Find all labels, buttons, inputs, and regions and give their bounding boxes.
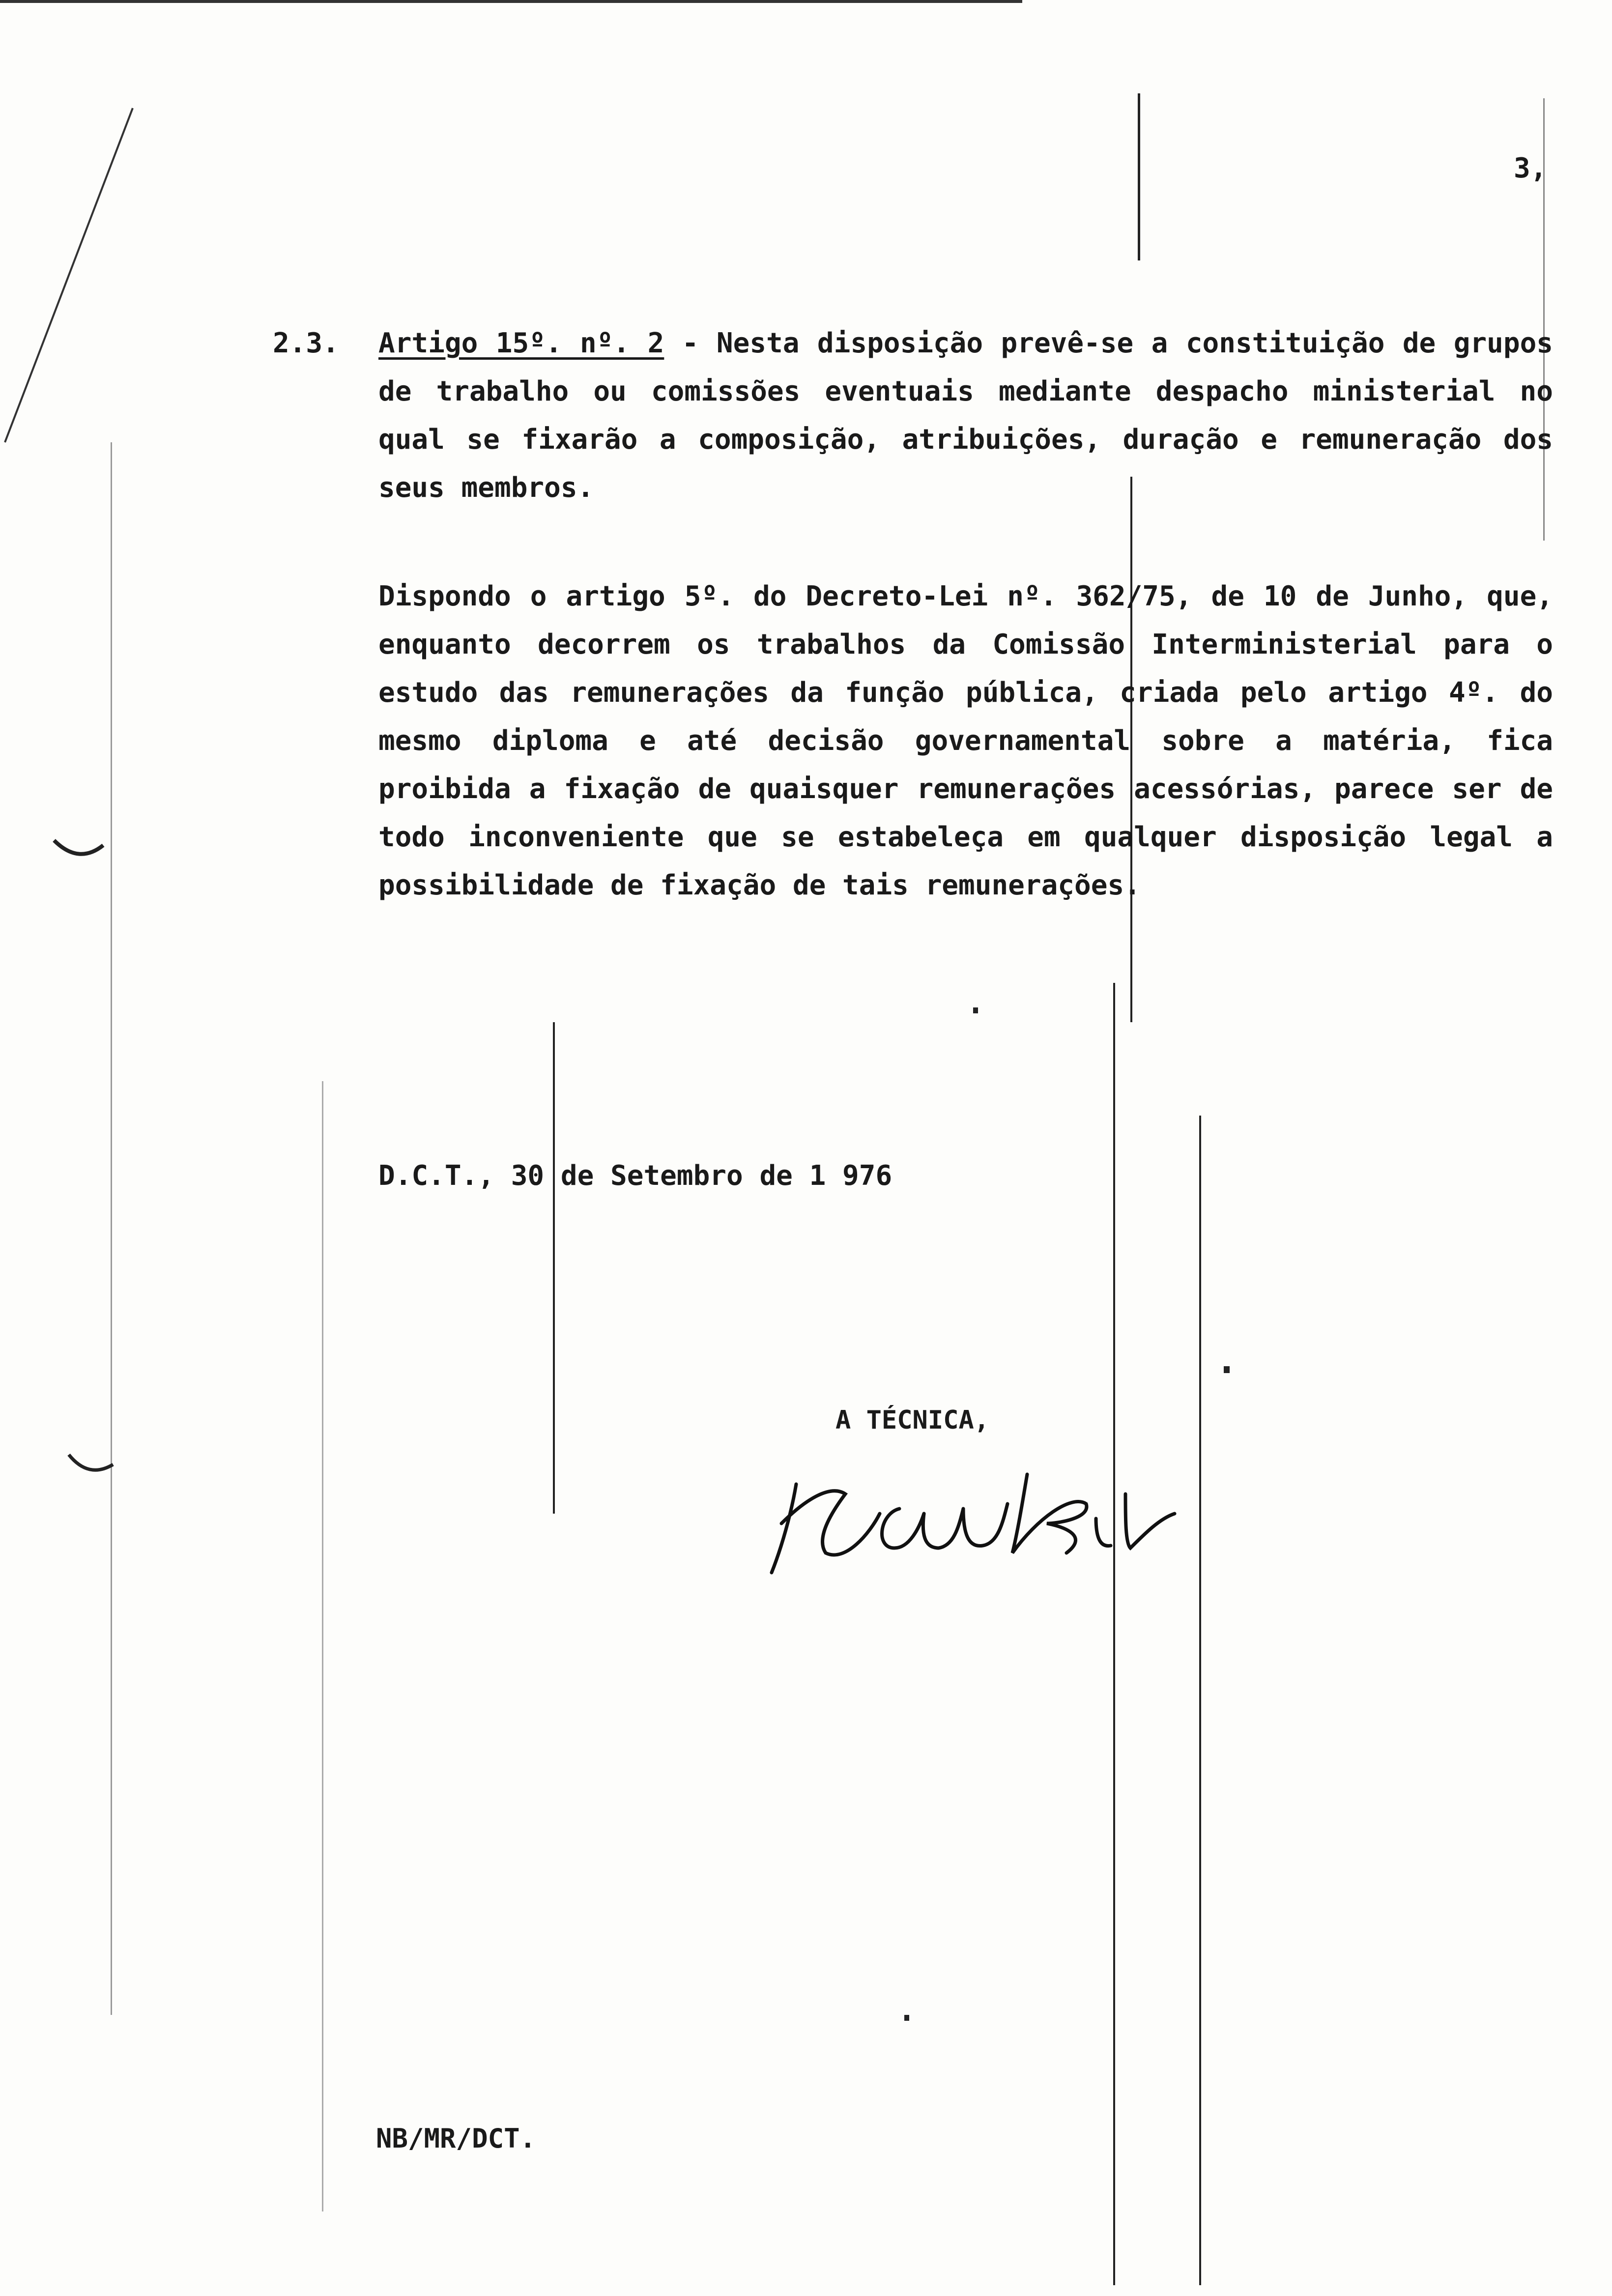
article-reference: Artigo 15º. nº. 2 <box>378 327 664 359</box>
signatory-role: A TÉCNICA, <box>835 1406 990 1435</box>
scan-streak <box>322 1081 323 2211</box>
reference-initials: NB/MR/DCT. <box>376 2123 536 2154</box>
scan-dot <box>1224 1366 1230 1373</box>
top-edge-rule <box>0 0 1022 3</box>
scan-dot <box>973 1007 978 1013</box>
scan-dot <box>904 2015 909 2021</box>
scan-edge-artifact <box>0 98 147 452</box>
scan-edge-artifact <box>49 826 118 885</box>
handwritten-signature <box>752 1455 1219 1582</box>
section-body <box>378 319 1553 512</box>
scan-streak <box>1199 1116 1201 2285</box>
scan-streak <box>111 442 112 2015</box>
scan-streak <box>1113 983 1115 2285</box>
scan-edge-artifact <box>64 1445 123 1499</box>
scan-streak <box>553 1022 555 1514</box>
section-text: - Nesta disposição prevê-se a constituição de grupos de trabalho ou comissões eventuais mediante despacho ministerial no qual se fixarão a composição, atribuições, duração e remuneração dos seus membros. <box>378 327 1553 504</box>
dateline: D.C.T., 30 de Setembro de 1 976 <box>378 1160 892 1192</box>
page-number: 3, <box>1514 152 1547 184</box>
section-number: 2.3. <box>273 327 339 359</box>
body-paragraph: Dispondo o artigo 5º. do Decreto-Lei nº. 362/75, de 10 de Junho, que, enquanto decorrem os trabalhos da Comissão Interministerial para o estudo das remunerações da função pública, criada pelo artigo 4º. do mesmo diploma e até decisão governamental sobre a matéria, fica proibida a fixação de quaisquer remunerações acessórias, parece ser de todo inconveniente que se estabeleça em qualquer disposição legal a possibilidade de fixação de tais remunerações. <box>378 580 1553 901</box>
scan-streak <box>1138 93 1140 260</box>
